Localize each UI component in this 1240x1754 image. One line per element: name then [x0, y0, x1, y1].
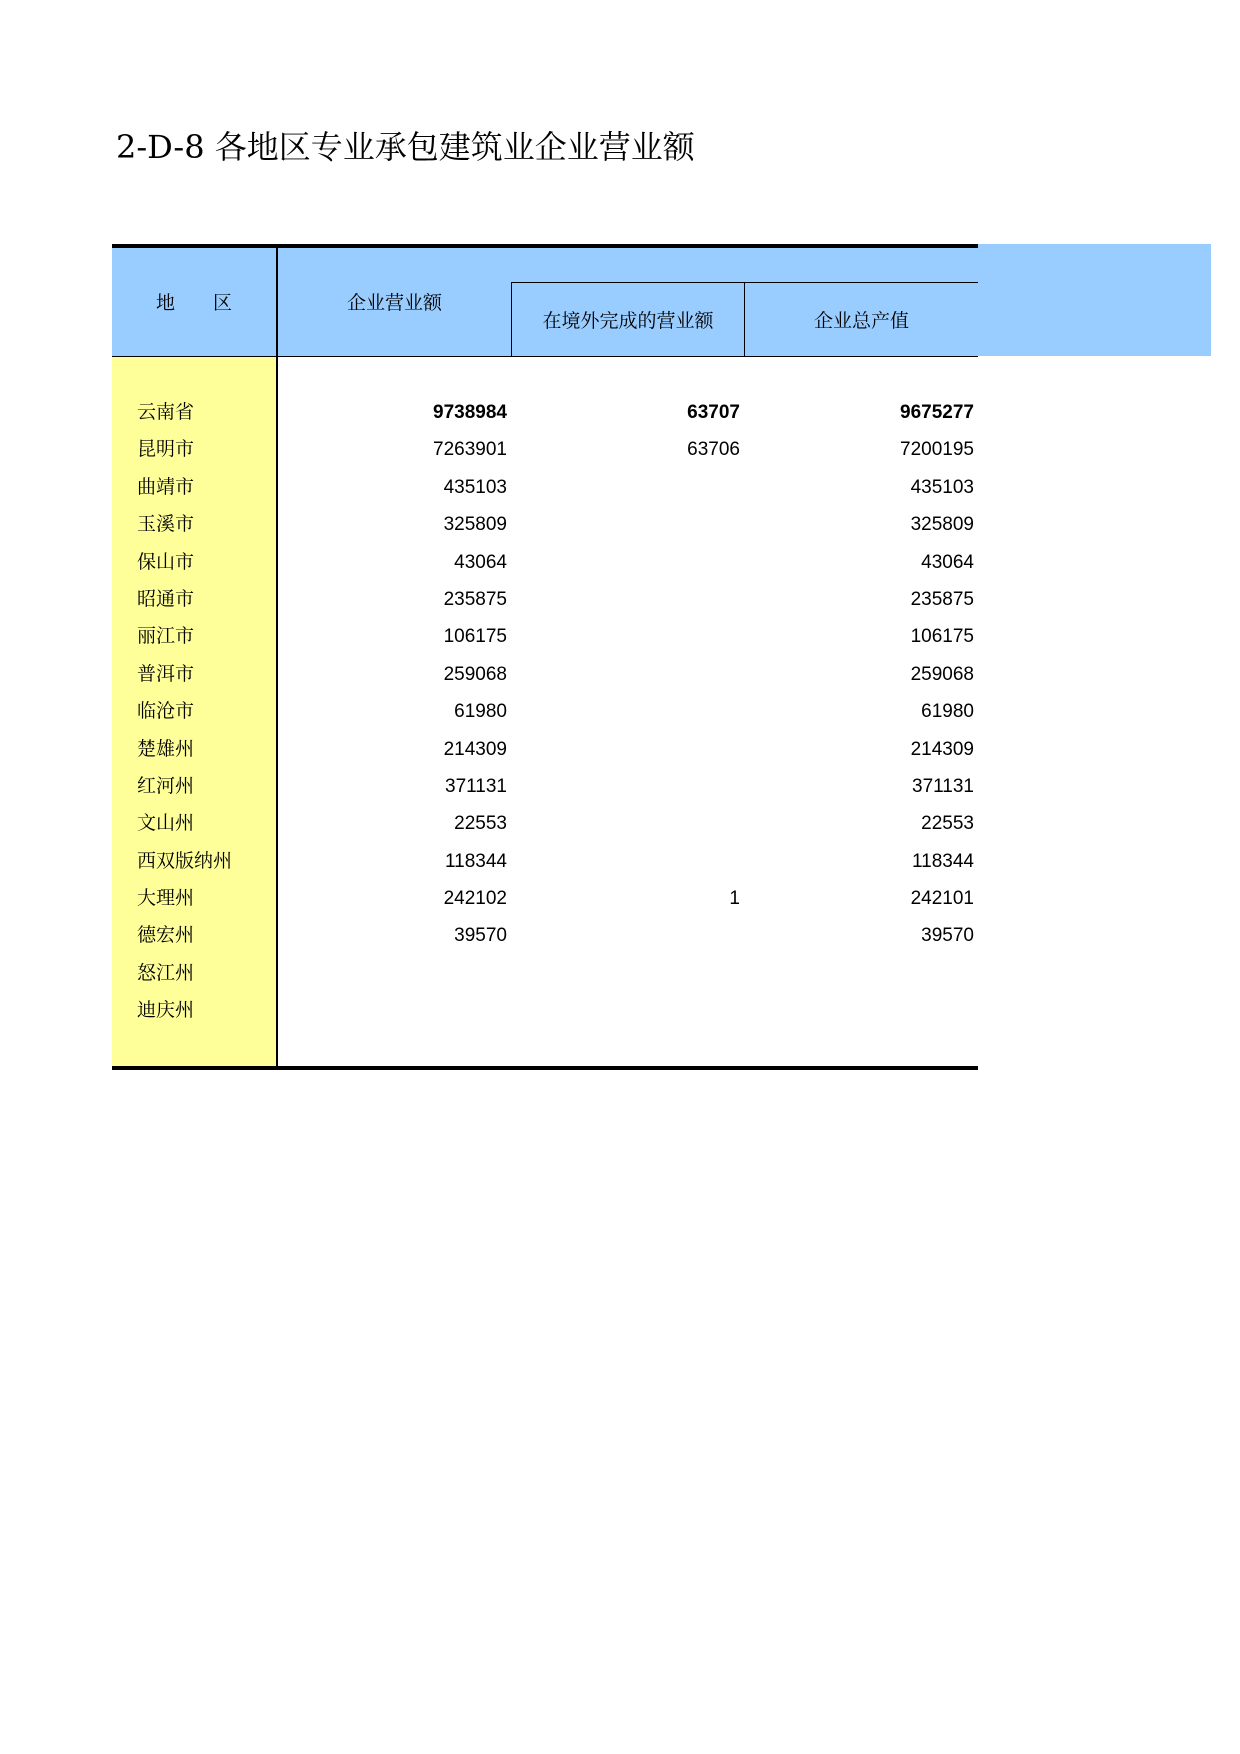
table-row: [112, 618, 978, 655]
revenue-value: 435103: [443, 476, 507, 498]
table-row: [112, 955, 978, 992]
region-name: 曲靖市: [137, 475, 195, 498]
revenue-value: 259068: [443, 663, 507, 685]
total-output-value: 22553: [921, 813, 974, 835]
revenue-value: 235875: [443, 588, 507, 610]
abroad-revenue-value: 63706: [687, 439, 740, 461]
revenue-value: 61980: [454, 701, 507, 723]
revenue-value: 22553: [454, 813, 507, 835]
revenue-value: 371131: [445, 775, 507, 797]
revenue-value: 242102: [443, 888, 507, 910]
table-row: [112, 693, 978, 730]
table-row: [112, 544, 978, 581]
revenue-value: 325809: [443, 514, 507, 536]
region-name: 玉溪市: [137, 513, 195, 536]
total-output-value: 242101: [910, 888, 974, 910]
table-row: [112, 992, 978, 1029]
region-name: 德宏州: [137, 924, 195, 947]
header-revenue: 企业营业额: [346, 292, 442, 314]
region-name: 楚雄州: [137, 737, 195, 760]
table-row: [112, 394, 978, 431]
total-output-value: 118344: [912, 850, 974, 872]
total-output-value: 235875: [910, 588, 974, 610]
table-bottom-border: [112, 1066, 978, 1070]
region-name: 保山市: [137, 550, 195, 573]
table-row: [112, 805, 978, 842]
region-name: 西双版纳州: [137, 849, 233, 872]
header-total-output: 企业总产值: [813, 310, 909, 332]
region-name: 大理州: [137, 887, 195, 910]
revenue-value: 118344: [445, 850, 507, 872]
table-row: [112, 469, 978, 506]
revenue-value: 9738984: [433, 402, 507, 423]
region-name: 红河州: [137, 774, 195, 797]
header-region: 地 区: [155, 292, 232, 314]
table-row: [112, 731, 978, 768]
revenue-value: 39570: [454, 925, 507, 947]
table-row: [112, 880, 978, 917]
revenue-value: 43064: [454, 551, 507, 573]
table-row: [112, 917, 978, 954]
header-extension: [978, 244, 1211, 356]
revenue-value: 106175: [443, 626, 507, 648]
header-abroad-revenue: 在境外完成的营业额: [542, 310, 714, 332]
revenue-value: 7263901: [433, 439, 507, 461]
total-output-value: 371131: [912, 775, 974, 797]
region-name: 文山州: [137, 812, 195, 835]
table-top-border: [112, 244, 978, 248]
total-output-value: 9675277: [900, 402, 974, 423]
total-output-value: 106175: [910, 626, 974, 648]
region-name: 临沧市: [137, 700, 195, 723]
region-name: 迪庆州: [137, 999, 195, 1022]
header-bottom-border: [112, 356, 978, 357]
table-row: [112, 843, 978, 880]
region-name: 怒江州: [137, 961, 195, 984]
table-row: [112, 768, 978, 805]
region-name: 丽江市: [137, 625, 195, 648]
total-output-value: 259068: [910, 663, 974, 685]
total-output-value: 325809: [910, 514, 974, 536]
region-name: 昭通市: [137, 587, 195, 610]
total-output-value: 435103: [910, 476, 974, 498]
total-output-value: 39570: [921, 925, 974, 947]
region-name: 普洱市: [137, 662, 195, 685]
table-row: [112, 581, 978, 618]
table-row: [112, 506, 978, 543]
total-output-value: 43064: [921, 551, 974, 573]
abroad-revenue-value: 63707: [687, 402, 740, 423]
abroad-revenue-value: 1: [729, 888, 740, 910]
total-output-value: 214309: [910, 738, 974, 760]
total-output-value: 7200195: [900, 439, 974, 461]
total-output-value: 61980: [921, 701, 974, 723]
table-row: [112, 431, 978, 468]
table-row: [112, 656, 978, 693]
region-name: 昆明市: [137, 438, 195, 461]
region-name: 云南省: [137, 401, 195, 423]
data-table: [112, 244, 978, 1070]
page-title: 2-D-8 各地区专业承包建筑业企业营业额: [116, 128, 695, 166]
revenue-value: 214309: [443, 738, 507, 760]
table-body: [112, 394, 978, 1030]
